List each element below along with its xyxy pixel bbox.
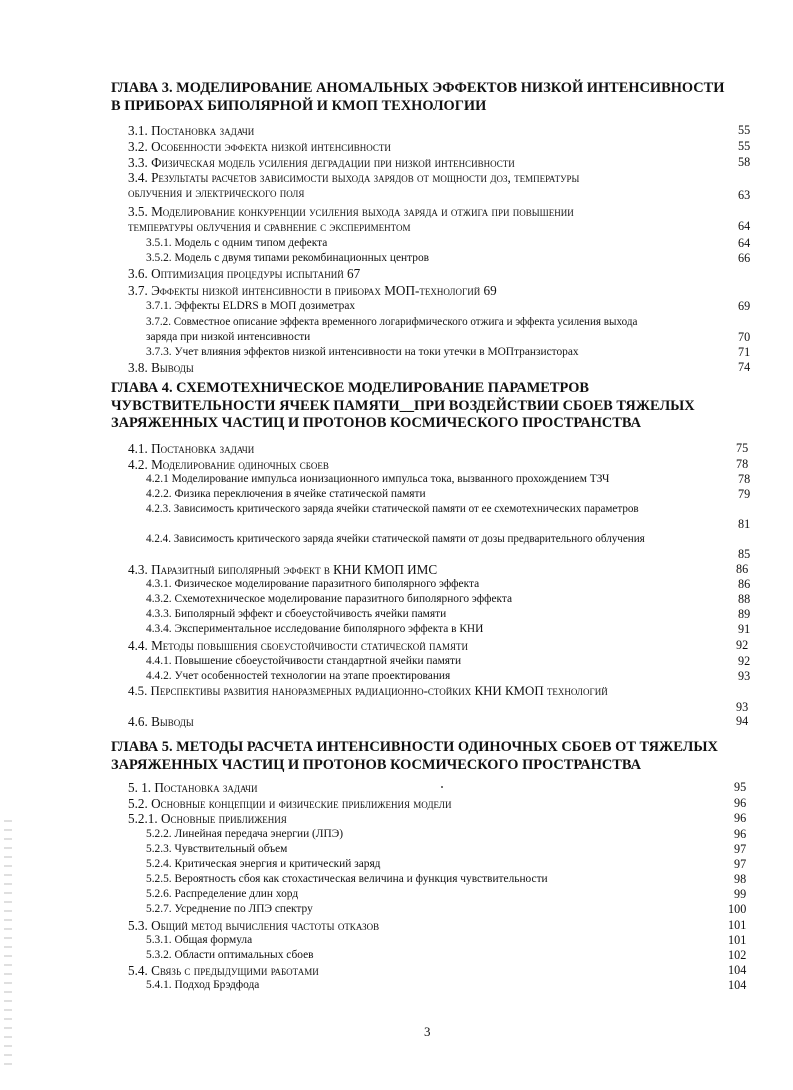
toc-entry-title: 4.2.2. Физика переключения в ячейке статической памяти [146, 488, 426, 500]
chapter-5-title-line-2: ЗАРЯЖЕННЫХ ЧАСТИЦ И ПРОТОНОВ КОСМИЧЕСКОГО ПРОСТРАНСТВА [111, 756, 641, 773]
toc-entry[interactable] [128, 170, 755, 202]
margin-scan-artifact [4, 820, 12, 1070]
chapter-3-title-line-2: В ПРИБОРАХ БИПОЛЯРНОЙ И КМОП ТЕХНОЛОГИИ [111, 97, 487, 114]
toc-entry[interactable] [146, 315, 755, 345]
toc-entry-page: 92 [736, 638, 749, 652]
toc-entry-title: 4.4.2. Учет особенностей технологии на этапе проектирования [146, 670, 451, 682]
toc-entry[interactable] [146, 978, 755, 994]
toc-entry[interactable] [128, 780, 753, 796]
toc-entry-title: 5.3.2. Области оптимальных сбоев [146, 949, 314, 961]
page-number: 3 [424, 1024, 431, 1039]
toc-entry-page: 75 [736, 441, 749, 455]
toc-entry-page: 55 [738, 139, 751, 153]
toc-entry-page: 96 [734, 811, 747, 825]
toc-entry-title: 4.3. Паразитный биполярный эффект в КНИ КМОП ИМС [128, 562, 438, 577]
toc-entry-title: 3.5.2. Модель с двумя типами рекомбинационных центров [146, 252, 430, 264]
toc-entry-page: 55 [738, 123, 751, 137]
toc-entry-title: 5.4. Связь с предыдущими работами [128, 963, 319, 978]
toc-entry-page: 94 [736, 714, 749, 728]
toc-entry-page: 88 [738, 592, 751, 606]
toc-entry-title: 4.2.1 Моделирование импульса ионизационного импульса тока, вызванного прохождением ТЗЧ [146, 473, 610, 485]
toc-entry[interactable] [128, 796, 753, 812]
toc-entry-page: 97 [734, 842, 747, 856]
toc-entry[interactable] [146, 827, 755, 843]
toc-entry[interactable] [146, 592, 755, 608]
toc-entry-title: 3.7.2. Совместное описание эффекта временного логарифмического отжига и эффекта усиления выхода [146, 316, 638, 328]
toc-entry-title: 4.3.1. Физическое моделирование паразитного биполярного эффекта [146, 578, 480, 590]
toc-entry[interactable] [128, 204, 755, 236]
toc-entry[interactable] [146, 577, 755, 593]
toc-entry[interactable] [128, 811, 753, 827]
toc-entry-title: 3.5.1. Модель с одним типом дефекта [146, 237, 328, 249]
toc-entry-page: 78 [738, 472, 751, 486]
toc-entry-title: 5.2.3. Чувствительный объем [146, 843, 288, 855]
toc-entry-page: 99 [734, 887, 747, 901]
toc-entry-title: 5.2.6. Распределение длин хорд [146, 888, 299, 900]
toc-entry[interactable] [128, 123, 753, 139]
toc-entry-page: 63 [738, 188, 751, 202]
toc-entry-title: 3.2. Особенности эффекта низкой интенсивности [128, 139, 391, 154]
toc-entry-page: 78 [736, 457, 749, 471]
toc-entry-page: 64 [738, 219, 751, 233]
toc-entry[interactable] [128, 283, 753, 299]
toc-entry-page: 79 [738, 487, 751, 501]
toc-entry-page: 74 [738, 360, 751, 374]
toc-entry-title: 4.4. Методы повышения сбоеустойчивости статической памяти [128, 638, 469, 653]
toc-entry[interactable] [146, 236, 755, 252]
toc-entry-title: 3.3. Физическая модель усиления деградации при низкой интенсивности [128, 155, 515, 170]
toc-entry-title: 3.7. Эффекты низкой интенсивности в приборах МОП-технологий 69 [128, 283, 497, 298]
toc-entry-title: 5.2.1. Основные приближения [128, 811, 287, 826]
toc-entry-page: 101 [728, 918, 747, 932]
toc-entry[interactable] [128, 562, 753, 578]
toc-entry[interactable] [146, 933, 755, 949]
toc-entry-title-continuation: облучения и электрического поля [128, 185, 305, 200]
toc-entry[interactable] [128, 963, 753, 979]
chapter-3-title-line-1: ГЛАВА 3. МОДЕЛИРОВАНИЕ АНОМАЛЬНЫХ ЭФФЕКТОВ НИЗКОЙ ИНТЕНСИВНОСТИ [111, 80, 725, 96]
toc-entry[interactable] [128, 266, 753, 282]
toc-entry-title: 4.2.3. Зависимость критического заряда ячейки статической памяти от ее схемотехнических параметров [146, 503, 639, 515]
toc-entry-page: 70 [738, 330, 751, 344]
toc-entry-page: 93 [736, 700, 749, 714]
toc-entry[interactable] [128, 684, 755, 715]
toc-entry[interactable] [128, 457, 753, 473]
toc-entry-page: 86 [736, 562, 749, 576]
toc-entry-title: 4.3.2. Схемотехническое моделирование паразитного биполярного эффекта [146, 593, 513, 605]
toc-entry-title: 5.2.5. Вероятность сбоя как стохастическая величина и функция чувствительности [146, 873, 548, 885]
toc-entry[interactable] [146, 902, 755, 918]
toc-entry[interactable] [128, 638, 753, 654]
toc-entry-title: 3.7.3. Учет влияния эффектов низкой интенсивности на токи утечки в МОПтранзисторах [146, 346, 579, 358]
toc-entry[interactable] [128, 360, 753, 376]
toc-entry-page: 98 [734, 872, 747, 886]
toc-entry-page: 93 [738, 669, 751, 683]
toc-entry[interactable] [128, 918, 753, 934]
toc-entry-title: 4.3.3. Биполярный эффект и сбоеустойчивость ячейки памяти [146, 608, 447, 620]
toc-entry-page: 89 [738, 607, 751, 621]
chapter-4-title-line-3: ЗАРЯЖЕННЫХ ЧАСТИЦ И ПРОТОНОВ КОСМИЧЕСКОГО ПРОСТРАНСТВА [111, 415, 641, 431]
toc-entry-title: 3.4. Результаты расчетов зависимости выхода зарядов от мощности доз, температуры [128, 170, 580, 185]
toc-entry-page: 96 [734, 827, 747, 841]
toc-entry[interactable] [128, 714, 753, 730]
chapter-4-title-line-2: ЧУВСТВИТЕЛЬНОСТИ ЯЧЕЕК ПАМЯТИ__ПРИ ВОЗДЕЙСТВИИ СБОЕВ ТЯЖЕЛЫХ [111, 397, 695, 414]
toc-entry-title: 4.3.4. Экспериментальное исследование биполярного эффекта в КНИ [146, 623, 484, 635]
toc-entry-page: 91 [738, 622, 751, 636]
toc-entry-page: 64 [738, 236, 751, 250]
toc-entry[interactable] [146, 872, 755, 888]
toc-entry-title: 5.4.1. Подход Брэдфода [146, 979, 260, 991]
toc-entry-title: 3.5. Моделирование конкуренции усиления выхода заряда и отжига при повышении [128, 204, 574, 219]
toc-entry-page: 102 [728, 948, 747, 962]
toc-entry-title: 5.2.4. Критическая энергия и критический заряд [146, 858, 381, 870]
toc-entry-page: 101 [728, 933, 747, 947]
toc-entry[interactable] [146, 857, 755, 873]
toc-entry-page: 104 [728, 978, 747, 992]
toc-entry-title-continuation: температуры облучения и сравнение с экспериментом [128, 219, 411, 234]
toc-entry[interactable] [146, 669, 755, 685]
toc-entry-title: 5.2.2. Линейная передача энергии (ЛПЭ) [146, 828, 344, 840]
toc-entry-title: 3.6. Оптимизация процедуры испытаний 67 [128, 266, 361, 281]
toc-entry-title: 4.2. Моделирование одиночных сбоев [128, 457, 329, 472]
toc-entry[interactable] [146, 532, 755, 562]
toc-entry[interactable] [128, 155, 753, 171]
toc-entry-page: 104 [728, 963, 747, 977]
toc-entry-title: 3.8. Выводы [128, 360, 194, 375]
toc-entry[interactable] [146, 842, 755, 858]
toc-entry-title: 5.3.1. Общая формула [146, 934, 253, 946]
toc-entry-title: 3.1. Постановка задачи [128, 123, 255, 138]
toc-entry-title-continuation: заряда при низкой интенсивности [146, 331, 311, 343]
toc-entry-title: 5.2. Основные концепции и физические приближения модели [128, 796, 452, 811]
chapter-5-heading [111, 739, 756, 774]
toc-entry[interactable] [146, 502, 755, 532]
toc-entry-page: 86 [738, 577, 751, 591]
toc-entry-page: 100 [728, 902, 747, 916]
toc-entry-page: 81 [738, 517, 751, 531]
toc-entry[interactable] [146, 948, 755, 964]
toc-entry-page: 69 [738, 299, 751, 313]
toc-entry-title: 4.5. Перспективы развития наноразмерных радиационно-стойких КНИ КМОП технологий [128, 684, 608, 698]
toc-entry-page: 71 [738, 345, 751, 359]
toc-entry-page: 92 [738, 654, 751, 668]
toc-entry-page: 95 [734, 780, 747, 794]
toc-entry-title: 5. 1. Постановка задачи [128, 780, 258, 795]
toc-entry-title: 3.7.1. Эффекты ELDRS в МОП дозиметрах [146, 300, 356, 312]
toc-entry-page: 96 [734, 796, 747, 810]
toc-entry-title: 4.2.4. Зависимость критического заряда ячейки статической памяти от дозы предварительного облучения [146, 533, 645, 545]
toc-entry[interactable] [128, 139, 753, 155]
toc-entry[interactable] [146, 654, 755, 670]
toc-entry-page: 85 [738, 547, 751, 561]
chapter-4-title-line-1: ГЛАВА 4. СХЕМОТЕХНИЧЕСКОЕ МОДЕЛИРОВАНИЕ ПАРАМЕТРОВ [111, 380, 590, 396]
chapter-5-title-line-1: ГЛАВА 5. МЕТОДЫ РАСЧЕТА ИНТЕНСИВНОСТИ ОДИНОЧНЫХ СБОЕВ ОТ ТЯЖЕЛЫХ [111, 739, 718, 755]
toc-entry-title: 4.1. Постановка задачи [128, 441, 255, 456]
toc-entry[interactable] [128, 441, 753, 457]
toc-entry[interactable] [146, 299, 755, 315]
toc-entry[interactable] [146, 622, 755, 638]
toc-entry[interactable] [146, 607, 755, 623]
chapter-3-heading [111, 80, 756, 115]
toc-entry[interactable] [146, 472, 755, 488]
toc-entry-page: 58 [738, 155, 751, 169]
toc-entry-title: 5.2.7. Усреднение по ЛПЭ спектру [146, 903, 313, 915]
toc-entry[interactable] [146, 251, 755, 267]
toc-entry-page: 66 [738, 251, 751, 265]
toc-entry-page: 97 [734, 857, 747, 871]
toc-entry[interactable] [146, 487, 755, 503]
toc-entry-title: 5.3. Общий метод вычисления частоты отказов [128, 918, 380, 933]
toc-entry[interactable] [146, 345, 755, 361]
chapter-4-heading [111, 380, 756, 433]
toc-entry[interactable] [146, 887, 755, 903]
toc-entry-title: 4.4.1. Повышение сбоеустойчивости стандартной ячейки памяти [146, 655, 462, 667]
toc-entry-title: 4.6. Выводы [128, 714, 194, 729]
